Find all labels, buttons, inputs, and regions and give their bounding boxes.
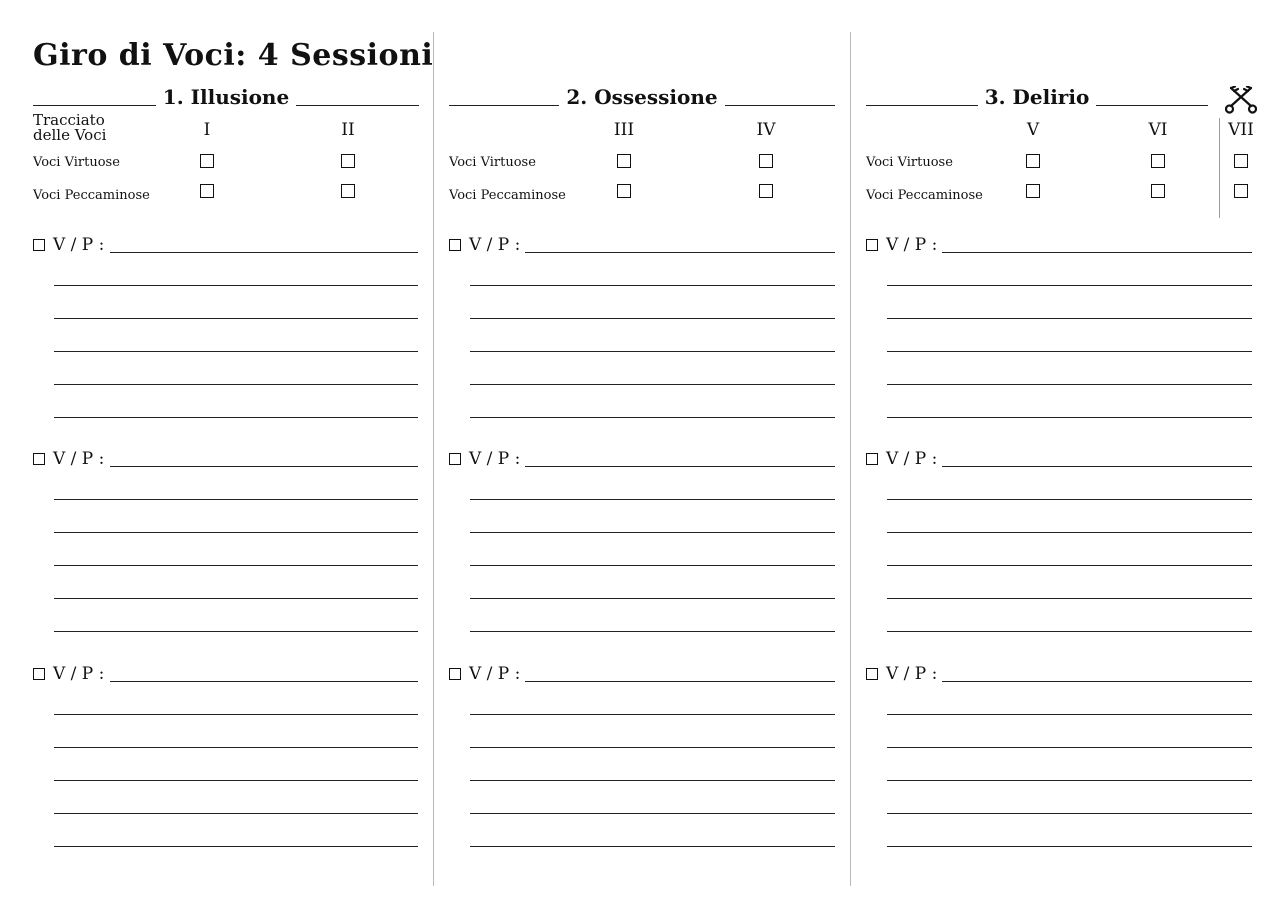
vp-entry xyxy=(449,446,835,646)
vp-entry-write-line[interactable] xyxy=(887,631,1252,632)
vp-entry-write-line[interactable] xyxy=(470,318,835,319)
vp-entry-checkbox[interactable] xyxy=(33,239,45,251)
vp-entry-write-line[interactable] xyxy=(54,631,418,632)
virtuous-checkbox-iii[interactable] xyxy=(617,154,631,168)
vp-entry-checkbox[interactable] xyxy=(33,453,45,465)
row-label-virtuous: Voci Virtuose xyxy=(33,155,120,170)
column-divider xyxy=(433,32,434,886)
vp-entry-label: V / P : xyxy=(53,449,105,469)
vp-entry xyxy=(866,446,1252,646)
section-header-2 xyxy=(449,84,835,108)
vp-entry-write-line[interactable] xyxy=(525,466,835,467)
vp-entry-write-line[interactable] xyxy=(54,417,418,418)
vp-entry-write-line[interactable] xyxy=(470,532,835,533)
vp-entry-write-line[interactable] xyxy=(54,499,418,500)
row-label-virtuous: Voci Virtuose xyxy=(449,155,536,170)
vp-entry-write-line[interactable] xyxy=(887,532,1252,533)
vp-entry-write-line[interactable] xyxy=(54,318,418,319)
vp-entry-checkbox[interactable] xyxy=(866,668,878,680)
vp-entry-label: V / P : xyxy=(53,664,105,684)
vp-entry-label: V / P : xyxy=(469,449,521,469)
row-label-virtuous: Voci Virtuose xyxy=(866,155,953,170)
vp-entry-write-line[interactable] xyxy=(887,351,1252,352)
section-header-1 xyxy=(33,84,419,108)
vp-entry xyxy=(866,661,1252,861)
vp-entry-label: V / P : xyxy=(886,664,938,684)
vp-entry xyxy=(33,446,418,646)
vp-entry-write-line[interactable] xyxy=(887,384,1252,385)
vp-entry-write-line[interactable] xyxy=(470,813,835,814)
session-label: III xyxy=(613,120,635,140)
vp-entry-write-line[interactable] xyxy=(887,813,1252,814)
vp-entry-checkbox[interactable] xyxy=(449,239,461,251)
page-title: Giro di Voci: 4 Sessioni xyxy=(33,38,434,73)
row-label-sinful: Voci Peccaminose xyxy=(866,188,983,203)
vp-entry-write-line[interactable] xyxy=(887,846,1252,847)
session-label: VI xyxy=(1148,120,1168,140)
sinful-checkbox-vii[interactable] xyxy=(1234,184,1248,198)
vp-entry-checkbox[interactable] xyxy=(866,239,878,251)
tracker-label: Tracciato delle Voci xyxy=(33,111,107,144)
row-label-sinful: Voci Peccaminose xyxy=(33,188,150,203)
vp-entry-write-line[interactable] xyxy=(470,598,835,599)
session-label: I xyxy=(203,120,211,140)
virtuous-checkbox-vi[interactable] xyxy=(1151,154,1165,168)
vp-entry xyxy=(449,661,835,861)
session-label: VII xyxy=(1228,120,1254,140)
section-title: 2. Ossessione xyxy=(566,85,718,109)
vp-entry-write-line[interactable] xyxy=(470,747,835,748)
vp-entry-write-line[interactable] xyxy=(470,846,835,847)
virtuous-checkbox-vii[interactable] xyxy=(1234,154,1248,168)
section-title: 3. Delirio xyxy=(984,85,1090,109)
vp-entry-write-line[interactable] xyxy=(887,318,1252,319)
vp-entry-label: V / P : xyxy=(469,235,521,255)
sinful-checkbox-ii[interactable] xyxy=(341,184,355,198)
vp-entry-label: V / P : xyxy=(53,235,105,255)
vp-entry-checkbox[interactable] xyxy=(866,453,878,465)
vp-entry-write-line[interactable] xyxy=(470,780,835,781)
vp-entry-write-line[interactable] xyxy=(525,252,835,253)
vp-entry-write-line[interactable] xyxy=(54,846,418,847)
vp-entry-write-line[interactable] xyxy=(110,466,418,467)
vp-entry-write-line[interactable] xyxy=(525,681,835,682)
vp-entry-write-line[interactable] xyxy=(470,631,835,632)
vp-entry xyxy=(33,661,418,861)
vp-entry-write-line[interactable] xyxy=(54,384,418,385)
sinful-checkbox-vi[interactable] xyxy=(1151,184,1165,198)
vp-entry-write-line[interactable] xyxy=(110,681,418,682)
vp-entry xyxy=(866,232,1252,432)
vp-entry-write-line[interactable] xyxy=(942,681,1252,682)
vp-entry-write-line[interactable] xyxy=(54,747,418,748)
vp-entry-write-line[interactable] xyxy=(470,417,835,418)
vp-entry-write-line[interactable] xyxy=(54,565,418,566)
session-vii-divider xyxy=(1219,118,1220,218)
vp-entry-write-line[interactable] xyxy=(887,565,1252,566)
vp-entry-write-line[interactable] xyxy=(470,499,835,500)
sinful-checkbox-v[interactable] xyxy=(1026,184,1040,198)
vp-entry-write-line[interactable] xyxy=(887,598,1252,599)
session-label: II xyxy=(341,120,355,140)
vp-entry-write-line[interactable] xyxy=(887,417,1252,418)
virtuous-checkbox-iv[interactable] xyxy=(759,154,773,168)
vp-entry-checkbox[interactable] xyxy=(449,453,461,465)
vp-entry-write-line[interactable] xyxy=(470,285,835,286)
column-divider xyxy=(850,32,851,886)
virtuous-checkbox-i[interactable] xyxy=(200,154,214,168)
vp-entry xyxy=(449,232,835,432)
vp-entry-write-line[interactable] xyxy=(54,532,418,533)
vp-entry-write-line[interactable] xyxy=(54,780,418,781)
virtuous-checkbox-ii[interactable] xyxy=(341,154,355,168)
vp-entry-write-line[interactable] xyxy=(54,714,418,715)
vp-entry-checkbox[interactable] xyxy=(33,668,45,680)
session-label: V xyxy=(1026,120,1040,140)
vp-entry-write-line[interactable] xyxy=(887,499,1252,500)
virtuous-checkbox-v[interactable] xyxy=(1026,154,1040,168)
vp-entry-write-line[interactable] xyxy=(54,598,418,599)
vp-entry-write-line[interactable] xyxy=(887,285,1252,286)
vp-entry-write-line[interactable] xyxy=(887,780,1252,781)
vp-entry-write-line[interactable] xyxy=(470,714,835,715)
vp-entry-write-line[interactable] xyxy=(942,252,1252,253)
section-title: 1. Illusione xyxy=(162,85,290,109)
vp-entry-write-line[interactable] xyxy=(887,714,1252,715)
vp-entry xyxy=(33,232,418,432)
vp-entry-write-line[interactable] xyxy=(54,285,418,286)
sinful-checkbox-iv[interactable] xyxy=(759,184,773,198)
row-label-sinful: Voci Peccaminose xyxy=(449,188,566,203)
vp-entry-write-line[interactable] xyxy=(110,252,418,253)
vp-entry-write-line[interactable] xyxy=(54,351,418,352)
vp-entry-write-line[interactable] xyxy=(887,747,1252,748)
vp-entry-write-line[interactable] xyxy=(942,466,1252,467)
vp-entry-write-line[interactable] xyxy=(470,351,835,352)
vp-entry-label: V / P : xyxy=(469,664,521,684)
sinful-checkbox-i[interactable] xyxy=(200,184,214,198)
section-header-3 xyxy=(866,84,1208,108)
session-label: IV xyxy=(756,120,776,140)
vp-entry-write-line[interactable] xyxy=(470,384,835,385)
vp-entry-label: V / P : xyxy=(886,235,938,255)
vp-entry-write-line[interactable] xyxy=(54,813,418,814)
vp-entry-checkbox[interactable] xyxy=(449,668,461,680)
vp-entry-label: V / P : xyxy=(886,449,938,469)
crossed-keys-icon xyxy=(1225,86,1257,114)
sinful-checkbox-iii[interactable] xyxy=(617,184,631,198)
vp-entry-write-line[interactable] xyxy=(470,565,835,566)
